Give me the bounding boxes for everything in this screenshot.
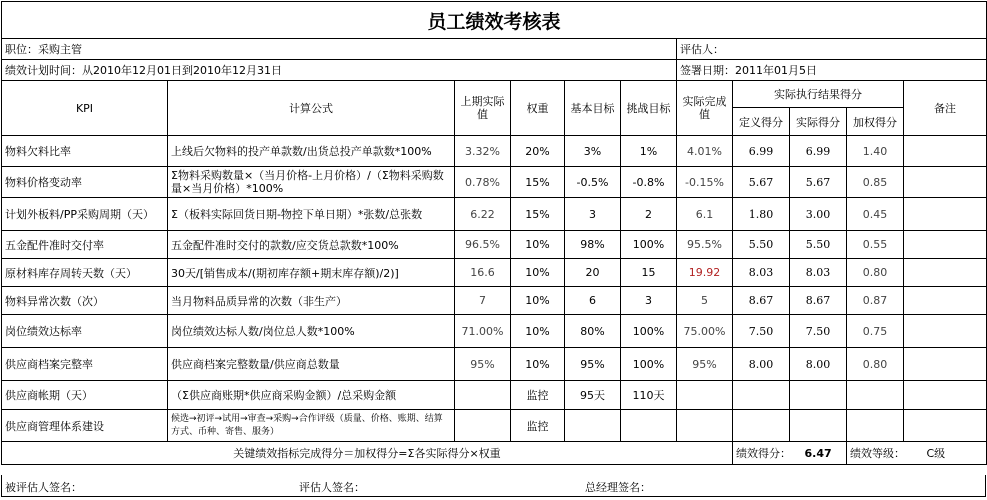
last-actual-value: 6.22	[455, 198, 511, 231]
table-row	[2, 259, 987, 287]
def-score-value	[733, 410, 790, 442]
header-actual-score: 实际得分	[790, 108, 847, 136]
weight-value: 10%	[511, 315, 565, 348]
def-score-value: 5.67	[733, 167, 790, 198]
last-actual-value: 3.32%	[455, 136, 511, 167]
challenge-target-value: 1%	[621, 136, 677, 167]
weight-value: 10%	[511, 348, 565, 381]
def-score-value: 6.99	[733, 136, 790, 167]
kpi-name: 物料价格变动率	[2, 167, 168, 198]
def-score-value: 8.03	[733, 259, 790, 287]
actual-score-value: 5.50	[790, 231, 847, 259]
weight-value: 10%	[511, 287, 565, 315]
basic-target-value: 80%	[565, 315, 621, 348]
table-row	[2, 231, 987, 259]
basic-target-value: 98%	[565, 231, 621, 259]
last-actual-value: 0.78%	[455, 167, 511, 198]
kpi-name: 供应商帐期（天）	[2, 381, 168, 410]
last-actual-value: 96.5%	[455, 231, 511, 259]
kpi-formula: 候选→初评→试用→审查→采购→合作评级（质量、价格、账期、结算方式、币种、寄售、服务）	[168, 410, 455, 442]
kpi-formula: 供应商档案完整数量/供应商总数量	[168, 348, 455, 381]
remark-cell	[904, 198, 987, 231]
gm-signature-label: 总经理签名：	[585, 481, 651, 494]
position-field: 职位：采购主管	[2, 39, 677, 60]
table-row	[2, 198, 987, 231]
basic-target-value: 6	[565, 287, 621, 315]
table-row	[2, 410, 987, 442]
remark-cell	[904, 136, 987, 167]
sheet-title: 员工绩效考核表	[2, 2, 987, 39]
basic-target-value: 20	[565, 259, 621, 287]
last-actual-value	[455, 410, 511, 442]
header-weighted-score: 加权得分	[847, 108, 904, 136]
kpi-name: 物料欠料比率	[2, 136, 168, 167]
table-row	[2, 287, 987, 315]
actual-score-value: 6.99	[790, 136, 847, 167]
weight-value: 15%	[511, 198, 565, 231]
challenge-target-value: 3	[621, 287, 677, 315]
signature-row	[1, 475, 986, 497]
actual-completion-value: 95.5%	[677, 231, 733, 259]
kpi-name: 岗位绩效达标率	[2, 315, 168, 348]
kpi-formula: Σ物料采购数量×（当月价格-上月价格）/（Σ物料采购数量×当月价格）*100%	[168, 167, 455, 198]
last-actual-value: 16.6	[455, 259, 511, 287]
weighted-score-value: 0.80	[847, 348, 904, 381]
actual-score-value	[790, 410, 847, 442]
kpi-formula: （Σ供应商账期*供应商采购金额）/总采购金额	[168, 381, 455, 410]
actual-score-value	[790, 381, 847, 410]
def-score-value: 8.67	[733, 287, 790, 315]
weight-value: 15%	[511, 167, 565, 198]
kpi-name: 计划外板料/PP采购周期（天）	[2, 198, 168, 231]
header-weight: 权重	[511, 81, 565, 136]
header-formula: 计算公式	[168, 81, 455, 136]
weighted-score-value: 0.75	[847, 315, 904, 348]
weight-value: 监控	[511, 381, 565, 410]
weight-value: 监控	[511, 410, 565, 442]
challenge-target-value: 110天	[621, 381, 677, 410]
basic-target-value: 3	[565, 198, 621, 231]
actual-score-value: 8.03	[790, 259, 847, 287]
kpi-table	[1, 1, 987, 465]
weighted-score-value	[847, 410, 904, 442]
plan-period-field: 绩效计划时间：从2010年12月01日到2010年12月31日	[2, 60, 677, 81]
perf-score-value: 6.47	[804, 447, 832, 460]
evaluee-signature-label: 被评估人签名：	[5, 481, 82, 494]
remark-cell	[904, 259, 987, 287]
basic-target-value: 95天	[565, 381, 621, 410]
weighted-score-value: 0.45	[847, 198, 904, 231]
kpi-formula: 岗位绩效达标人数/岗位总人数*100%	[168, 315, 455, 348]
weighted-score-value: 1.40	[847, 136, 904, 167]
summary-row	[2, 442, 987, 465]
challenge-target-value: 15	[621, 259, 677, 287]
def-score-value	[733, 381, 790, 410]
basic-target-value	[565, 410, 621, 442]
challenge-target-value: 100%	[621, 315, 677, 348]
header-challenge-target: 挑战目标	[621, 81, 677, 136]
actual-score-value: 8.00	[790, 348, 847, 381]
table-row	[2, 315, 987, 348]
header-remark: 备注	[904, 81, 987, 136]
last-actual-value	[455, 381, 511, 410]
header-actual-completion: 实际完成值	[677, 81, 733, 136]
kpi-formula: 当月物料品质异常的次数（非生产）	[168, 287, 455, 315]
actual-score-value: 3.00	[790, 198, 847, 231]
weight-value: 20%	[511, 136, 565, 167]
actual-completion-value	[677, 381, 733, 410]
actual-score-value: 5.67	[790, 167, 847, 198]
remark-cell	[904, 167, 987, 198]
remark-cell	[904, 381, 987, 410]
weighted-score-value: 0.85	[847, 167, 904, 198]
remark-cell	[904, 348, 987, 381]
weighted-score-value	[847, 381, 904, 410]
remark-cell	[904, 231, 987, 259]
actual-completion-value: 95%	[677, 348, 733, 381]
actual-completion-value: 4.01%	[677, 136, 733, 167]
table-row	[2, 381, 987, 410]
challenge-target-value	[621, 410, 677, 442]
header-def-score: 定义得分	[733, 108, 790, 136]
weighted-score-value: 0.87	[847, 287, 904, 315]
evaluator-field: 评估人：	[677, 39, 987, 60]
kpi-formula: 30天/[销售成本/(期初库存额+期末库存额)/2)]	[168, 259, 455, 287]
basic-target-value: 3%	[565, 136, 621, 167]
def-score-value: 8.00	[733, 348, 790, 381]
header-kpi: KPI	[2, 81, 168, 136]
weight-value: 10%	[511, 231, 565, 259]
def-score-value: 1.80	[733, 198, 790, 231]
actual-completion-value: 6.1	[677, 198, 733, 231]
kpi-name: 供应商管理体系建设	[2, 410, 168, 442]
perf-score-label: 绩效得分：	[736, 447, 791, 460]
basic-target-value: 95%	[565, 348, 621, 381]
weighted-score-value: 0.80	[847, 259, 904, 287]
perf-grade	[847, 442, 987, 465]
header-last-actual: 上期实际值	[455, 81, 511, 136]
challenge-target-value: -0.8%	[621, 167, 677, 198]
remark-cell	[904, 410, 987, 442]
sign-date-field: 签署日期：2011年01月5日	[677, 60, 987, 81]
perf-score	[733, 442, 847, 465]
last-actual-value: 7	[455, 287, 511, 315]
kpi-name: 供应商档案完整率	[2, 348, 168, 381]
kpi-name: 五金配件准时交付率	[2, 231, 168, 259]
kpi-formula: 上线后欠物料的投产单款数/出货总投产单款数*100%	[168, 136, 455, 167]
actual-completion-value: -0.15%	[677, 167, 733, 198]
challenge-target-value: 100%	[621, 348, 677, 381]
def-score-value: 7.50	[733, 315, 790, 348]
basic-target-value: -0.5%	[565, 167, 621, 198]
actual-score-value: 8.67	[790, 287, 847, 315]
header-exec-score: 实际执行结果得分	[733, 81, 904, 108]
kpi-formula: Σ（板料实际回货日期-物控下单日期）*张数/总张数	[168, 198, 455, 231]
last-actual-value: 95%	[455, 348, 511, 381]
weight-value: 10%	[511, 259, 565, 287]
kpi-formula: 五金配件准时交付的款数/应交货总款数*100%	[168, 231, 455, 259]
actual-completion-value: 19.92	[677, 259, 733, 287]
actual-completion-value: 75.00%	[677, 315, 733, 348]
challenge-target-value: 2	[621, 198, 677, 231]
kpi-name: 原材料库存周转天数（天）	[2, 259, 168, 287]
summary-formula: 关键绩效指标完成得分＝加权得分=Σ各实际得分×权重	[2, 442, 733, 465]
remark-cell	[904, 315, 987, 348]
header-basic-target: 基本目标	[565, 81, 621, 136]
actual-completion-value: 5	[677, 287, 733, 315]
perf-grade-value: C级	[926, 447, 946, 460]
table-row	[2, 167, 987, 198]
weighted-score-value: 0.55	[847, 231, 904, 259]
last-actual-value: 71.00%	[455, 315, 511, 348]
actual-score-value: 7.50	[790, 315, 847, 348]
challenge-target-value: 100%	[621, 231, 677, 259]
perf-grade-label: 绩效等级：	[850, 447, 905, 460]
kpi-name: 物料异常次数（次）	[2, 287, 168, 315]
def-score-value: 5.50	[733, 231, 790, 259]
evaluator-signature-label: 评估人签名：	[299, 481, 365, 494]
table-row	[2, 348, 987, 381]
table-row	[2, 136, 987, 167]
actual-completion-value	[677, 410, 733, 442]
remark-cell	[904, 287, 987, 315]
